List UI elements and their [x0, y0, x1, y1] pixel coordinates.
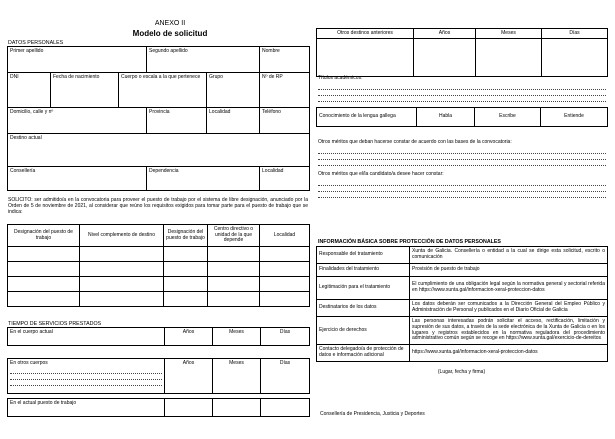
locality-label: Localidad [209, 108, 231, 115]
post-table [7, 224, 310, 307]
writes-option[interactable]: Escribe [475, 108, 541, 127]
address-field[interactable] [8, 108, 147, 134]
province-field[interactable] [147, 108, 207, 134]
post-cell[interactable] [164, 277, 208, 292]
years-label: Años [182, 359, 195, 366]
phone-field[interactable] [260, 108, 310, 134]
solicito-paragraph: SOLICITO: ser admitido/a en la convocatoria para proveer el puesto de trabajo por el sistema de libre designación, anunciado por la Orden de 5 de noviembre de 2021, al considerar que reúno los requisitos exigidos para tomar parte para el puesto de trabajo que se indica: [8, 197, 308, 215]
previous-months-input[interactable] [476, 38, 542, 76]
locality-field[interactable] [207, 108, 260, 134]
personal-section-title: DATOS PERSONALES [8, 40, 64, 46]
other-corps-months[interactable] [213, 359, 261, 394]
post-cell[interactable] [8, 277, 80, 292]
post-cell[interactable] [80, 262, 164, 277]
protection-row-label: Destinatarios de los datos [317, 300, 410, 317]
dotted-line [318, 160, 606, 166]
other-corps-label: En otros cuerpos [10, 359, 48, 366]
post-cell[interactable] [8, 262, 80, 277]
locality2-label: Localidad [262, 167, 284, 174]
protection-row-value: Provisión de puesto de trabajo [410, 264, 608, 277]
current-corps-years[interactable] [165, 328, 213, 346]
post-header-1: Designación del puesto de trabajo [8, 225, 80, 247]
name-label: Nombre [262, 47, 280, 54]
previous-posts-input[interactable] [317, 38, 414, 76]
service-time-section-title: TIEMPO DE SERVICIOS PRESTADOS [8, 321, 102, 327]
days-label: Días [279, 359, 291, 366]
protection-row-value: El cumplimiento de una obligación legal según la normativa general y sectorial referida en https://www.xunta.gal/informacion-xeral-proteccion-datos [410, 277, 608, 300]
post-cell[interactable] [8, 247, 80, 262]
post-cell[interactable] [260, 262, 310, 277]
nrp-label: Nº de RP [262, 73, 283, 80]
corps-label: Cuerpo o escala a la que pertenece [121, 73, 201, 80]
previous-days-input[interactable] [542, 38, 608, 76]
current-corps-days[interactable] [261, 328, 310, 346]
post-header-4: Centro directivo o unidad de la que depende [208, 225, 260, 247]
group-label: Grupo [209, 73, 223, 80]
protection-row-label: Legitimación para el tratamiento [317, 277, 410, 300]
dni-field[interactable] [8, 73, 51, 108]
post-cell[interactable] [208, 247, 260, 262]
galician-language-table [316, 107, 608, 127]
form-title: Modelo de solicitud [132, 29, 208, 38]
locality2-field[interactable] [260, 167, 310, 191]
protection-row-value: Los datos deberán ser comunicados a la Dirección General del Empleo Público y Administración de Personal y publicados en el Diario Oficial de Galicia [410, 300, 608, 317]
post-header-5: Localidad [260, 225, 310, 247]
post-cell[interactable] [80, 247, 164, 262]
post-cell[interactable] [164, 262, 208, 277]
post-cell[interactable] [208, 292, 260, 307]
post-cell[interactable] [164, 247, 208, 262]
data-protection-table [316, 246, 608, 362]
current-post-label: Destino actual [10, 134, 42, 141]
previous-days-label: Días [542, 29, 608, 39]
post-cell[interactable] [8, 292, 80, 307]
previous-years-label: Años [414, 29, 476, 39]
galician-label: Conocimiento de la lengua gallega [317, 108, 417, 127]
post-header-2: Nivel complemento de destino [80, 225, 164, 247]
corps-field[interactable] [119, 73, 207, 108]
protection-row-value: https://www.xunta.gal/informacion-xeral-proteccion-datos [410, 345, 608, 362]
address-label: Domicilio, calle y nº [10, 108, 54, 115]
current-post-field[interactable] [8, 134, 310, 167]
other-corps-days[interactable] [261, 359, 310, 394]
protection-row-label: Finalidades del tratamiento [317, 264, 410, 277]
department-field[interactable] [147, 167, 260, 191]
other-corps-years[interactable] [165, 359, 213, 394]
current-corps-label: En el cuerpo actual [8, 328, 165, 346]
place-date-signature: (Lugar, fecha y firma) [437, 369, 486, 375]
post-cell[interactable] [164, 292, 208, 307]
merits-candidate-label: Otros méritos que el/la candidato/a desee hacer constar: [318, 171, 444, 177]
post-cell[interactable] [80, 292, 164, 307]
data-protection-title: INFORMACIÓN BÁSICA SOBRE PROTECCIÓN DE DATOS PERSONALES [318, 239, 501, 245]
birthdate-label: Fecha de nacimiento [53, 73, 100, 80]
protection-row-label: Ejercicio de derechos [317, 317, 410, 345]
protection-row-label: Responsable del tratamiento [317, 247, 410, 264]
second-surname-field[interactable] [147, 47, 260, 73]
current-post-months[interactable] [213, 399, 261, 417]
protection-row-value: Las personas interesadas podrán solicitar el acceso, rectificación, limitación y supresión de sus datos, a través de la sede electrónica de la Xunta de Galicia o en los lugares y registros establecidos en la normativa reguladora del procedimiento administrativo común según se recoge en https://www.xunta.gal/exercicio-de-dereitos [410, 317, 608, 345]
merits-candidate-block[interactable] [318, 172, 606, 198]
first-surname-label: Primer apellido [10, 47, 44, 54]
nrp-field[interactable] [260, 73, 310, 108]
speaks-option[interactable]: Habla [417, 108, 475, 127]
current-post-years[interactable] [165, 399, 213, 417]
post-cell[interactable] [80, 277, 164, 292]
province-label: Provincia [149, 108, 170, 115]
previous-posts-table [316, 28, 608, 77]
merits-bases-label: Otros méritos que deban hacerse constar de acuerdo con las bases de la convocatoria: [318, 139, 512, 145]
annex-label: ANEXO II [154, 20, 186, 27]
other-corps-cell[interactable] [8, 359, 165, 394]
months-label: Meses [229, 359, 244, 366]
footer-ministry: Consellería de Presidencia, Justicia y Deportes [320, 411, 425, 417]
second-surname-label: Segundo apellido [149, 47, 188, 54]
dotted-line [10, 380, 162, 386]
protection-row-label: Contacto delegado/a de protección de datos e información adicional [317, 345, 410, 362]
merits-bases-block[interactable] [318, 140, 606, 166]
current-post-time-label: En el actual puesto de trabajo [8, 399, 165, 417]
days-label: Días [279, 328, 291, 335]
first-surname-field[interactable] [8, 47, 147, 73]
current-corps-time-table [7, 327, 310, 346]
understands-option[interactable]: Entiende [541, 108, 608, 127]
protection-row-value: Xunta de Galicia. Consellería o entidad a la cual se dirige esta solicitud, escrito o comunicación [410, 247, 608, 264]
previous-years-input[interactable] [414, 38, 476, 76]
post-cell[interactable] [208, 277, 260, 292]
titles-block[interactable] [318, 76, 606, 102]
months-label: Meses [229, 328, 244, 335]
group-field[interactable] [207, 73, 260, 108]
post-cell[interactable] [208, 262, 260, 277]
ministry-field[interactable] [8, 167, 147, 191]
post-cell[interactable] [260, 247, 310, 262]
ministry-label: Consellería [10, 167, 36, 174]
dotted-line [318, 96, 606, 102]
department-label: Dependencia [149, 167, 179, 174]
birthdate-field[interactable] [51, 73, 119, 108]
post-cell[interactable] [260, 277, 310, 292]
name-field[interactable] [260, 47, 310, 73]
current-post-time-table [7, 398, 310, 417]
post-header-3: Designación del puesto de trabajo [164, 225, 208, 247]
previous-months-label: Meses [476, 29, 542, 39]
current-post-days[interactable] [261, 399, 310, 417]
phone-label: Teléfono [262, 108, 281, 115]
titles-label: Títulos académicos: [318, 75, 363, 81]
personal-data-table [7, 46, 310, 191]
dni-label: DNI [10, 73, 19, 80]
years-label: Años [182, 328, 195, 335]
other-corps-time-table [7, 358, 310, 394]
post-cell[interactable] [260, 292, 310, 307]
current-corps-months[interactable] [213, 328, 261, 346]
previous-posts-label: Otros destinos anteriores [317, 29, 414, 39]
dotted-line [318, 192, 606, 198]
